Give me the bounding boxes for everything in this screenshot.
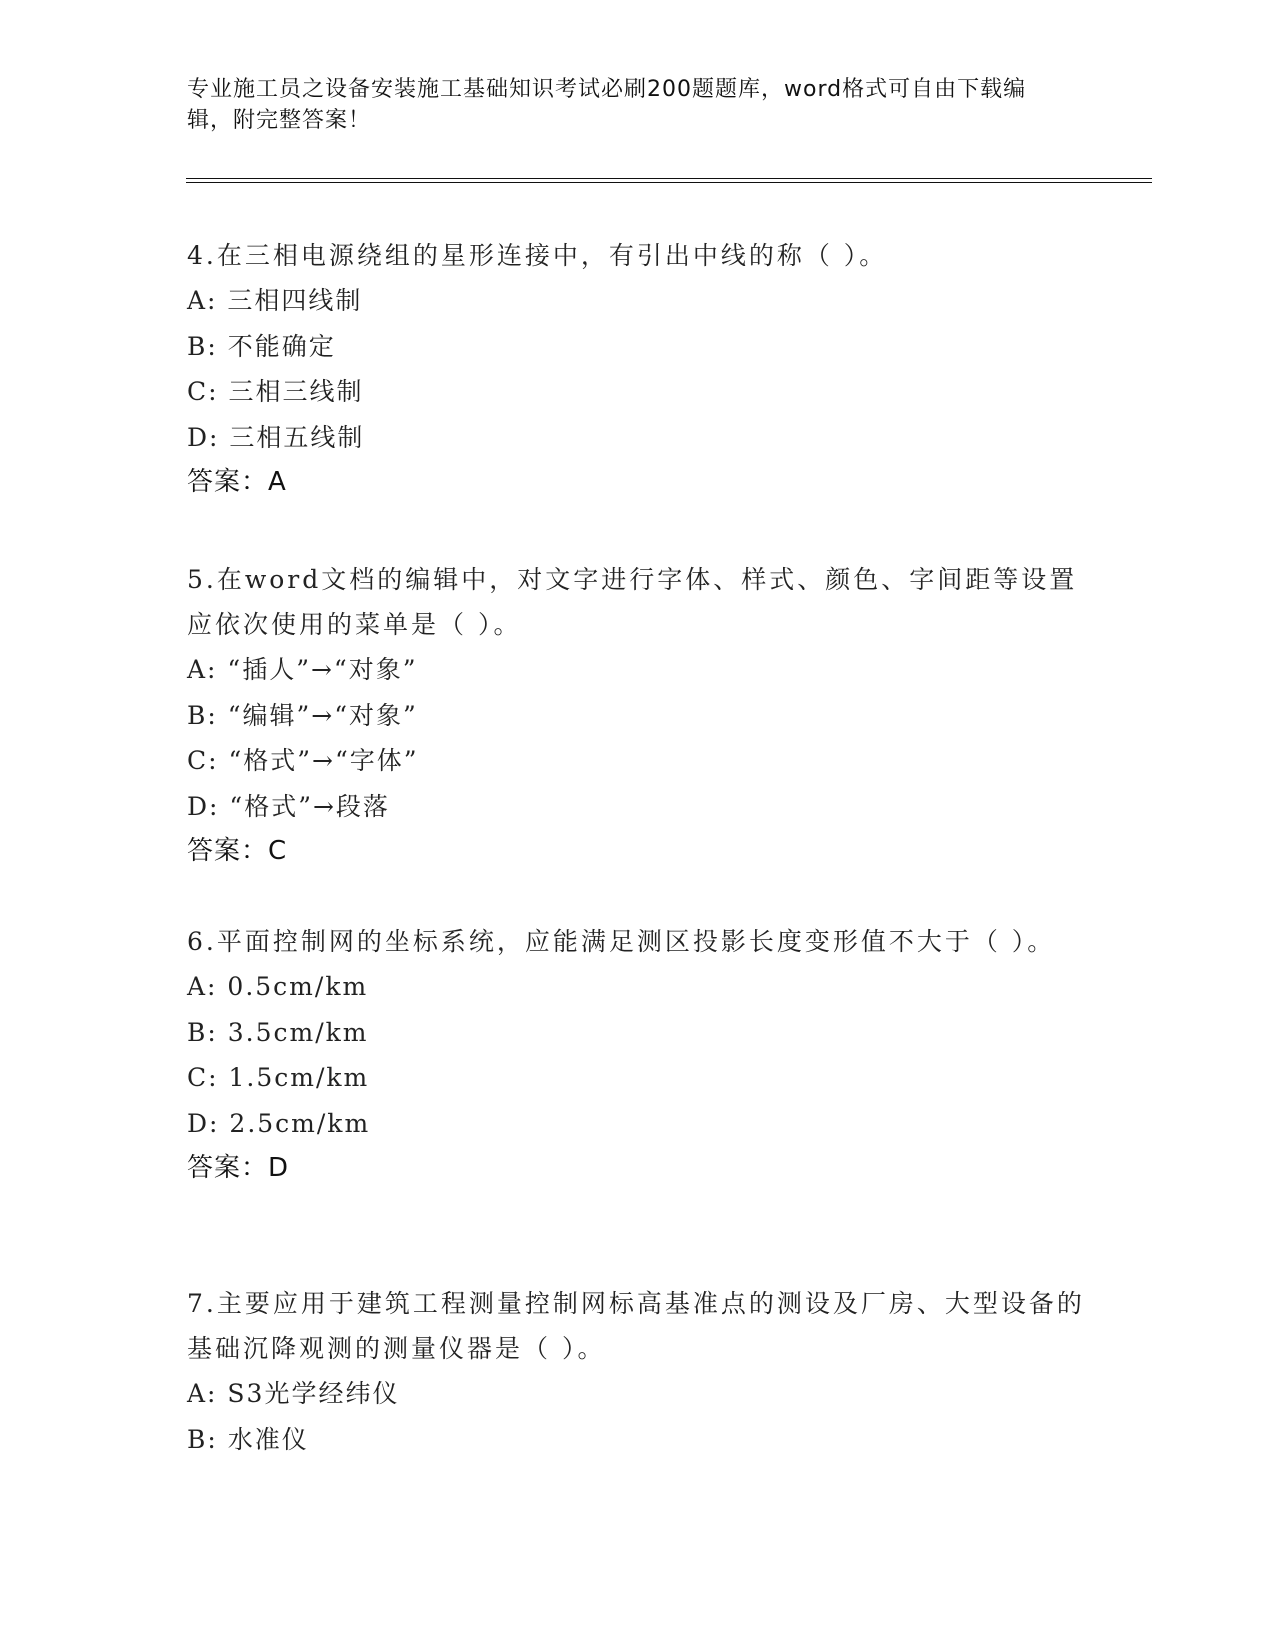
option-b: B: 不能确定 [187, 331, 336, 361]
option-b: B: 3.5cm/km [187, 1017, 369, 1047]
question-4 [187, 233, 1087, 505]
answer-label: 答案：C [187, 836, 288, 866]
option-c: C: 三相三线制 [187, 377, 364, 406]
question-stem: 5.在word文档的编辑中，对文字进行字体、样式、颜色、字间距等设置应依次使用的菜单是（ ）。 [187, 565, 1078, 639]
option-a: A: 0.5cm/km [187, 972, 369, 1001]
option-d: D: 2.5cm/km [187, 1108, 371, 1138]
header-divider-bottom [186, 182, 1152, 183]
answer-label: 答案：A [187, 467, 287, 497]
question-6 [187, 919, 1087, 1191]
option-d: D: 三相五线制 [187, 422, 365, 452]
option-a: A: 三相四线制 [187, 286, 363, 315]
answer-label: 答案：D [187, 1153, 290, 1183]
header-divider-top [186, 178, 1152, 179]
option-a: A: “插人”→“对象” [187, 655, 418, 684]
option-b: B: 水准仪 [187, 1424, 309, 1454]
question-7 [187, 1281, 1087, 1462]
document-header: 专业施工员之设备安装施工基础知识考试必刷200题题库，word格式可自由下载编辑，附完整答案！ [187, 77, 1027, 133]
option-c: C: 1.5cm/km [187, 1063, 370, 1092]
option-a: A: S3光学经纬仪 [187, 1379, 400, 1408]
option-b: B: “编辑”→“对象” [187, 700, 418, 730]
question-5 [187, 557, 1087, 874]
option-c: C: “格式”→“字体” [187, 746, 419, 775]
question-stem: 6.平面控制网的坐标系统，应能满足测区投影长度变形值不大于（ ）。 [187, 927, 1056, 956]
question-stem: 7.主要应用于建筑工程测量控制网标高基准点的测设及厂房、大型设备的基础沉降观测的测量仪器是（ ）。 [187, 1289, 1085, 1363]
option-d: D: “格式”→段落 [187, 791, 390, 821]
question-stem: 4.在三相电源绕组的星形连接中，有引出中线的称（ ）。 [187, 241, 888, 270]
